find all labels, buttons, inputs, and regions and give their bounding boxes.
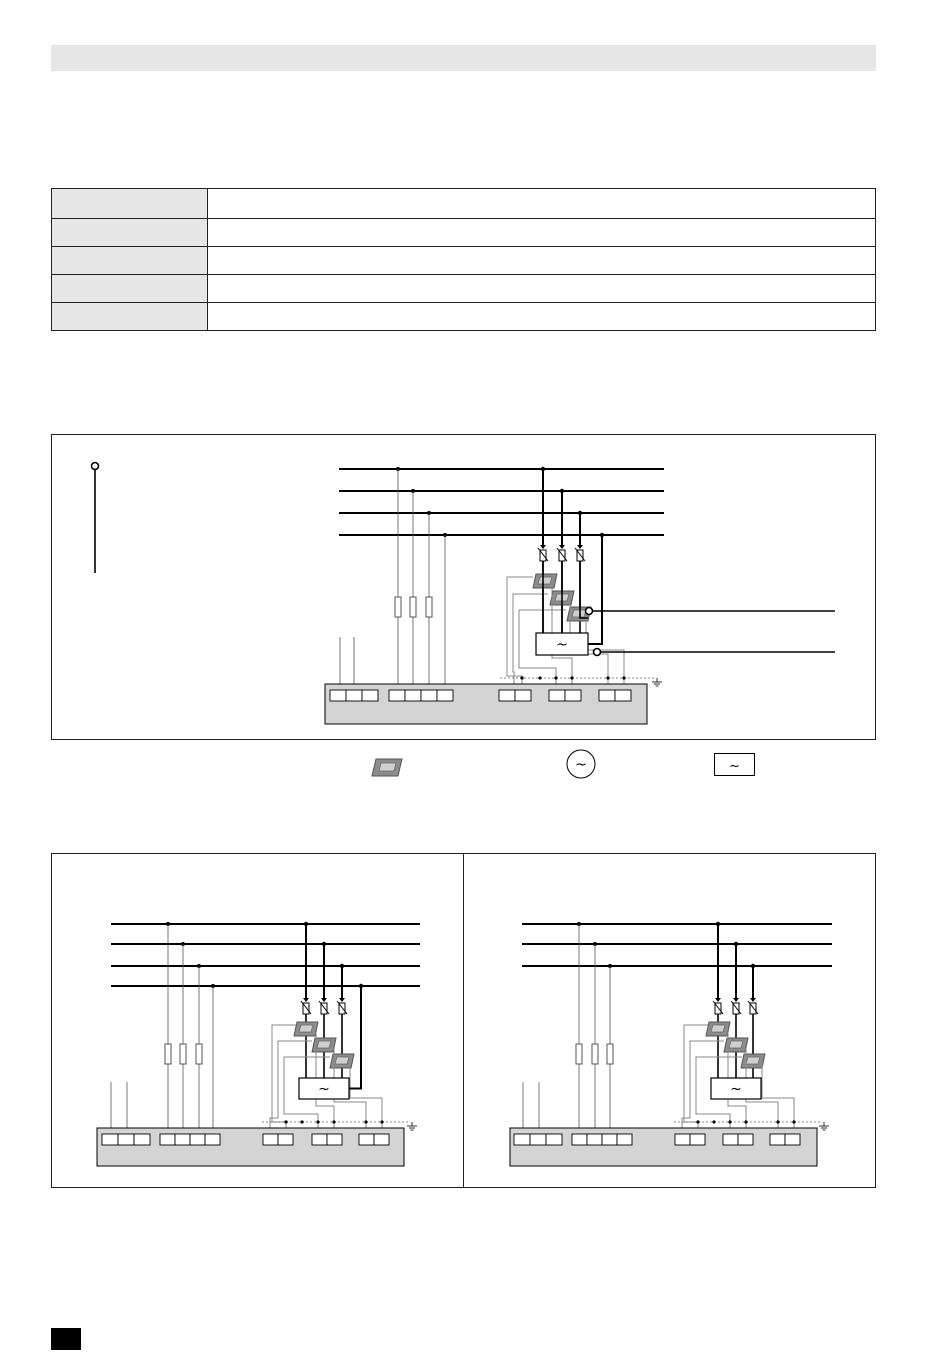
- terminal-cell: [359, 1134, 374, 1145]
- terminal-cell: [572, 1134, 587, 1145]
- neutral-wire: [349, 986, 361, 1089]
- terminal-cell: [374, 1134, 389, 1145]
- terminal-cell: [263, 1134, 278, 1145]
- ground-junction: [712, 1120, 715, 1123]
- voltage-fuse: [165, 1044, 171, 1064]
- ground-junction: [744, 1120, 747, 1123]
- arrow-head: [750, 998, 756, 1002]
- terminal-cell: [205, 1134, 220, 1145]
- page-number: [51, 1328, 81, 1350]
- terminal-cell: [602, 1134, 617, 1145]
- terminal-cell: [785, 1134, 800, 1145]
- voltage-fuse: [607, 1044, 613, 1064]
- ac-source-box-icon: [714, 753, 756, 784]
- current-transformer-icon: [370, 756, 404, 785]
- arrow-head: [321, 998, 327, 1002]
- terminal-cell: [175, 1134, 190, 1145]
- terminal-cell: [190, 1134, 205, 1145]
- terminal-cell: [278, 1134, 293, 1145]
- ground-junction: [332, 1120, 335, 1123]
- ground-junction: [364, 1120, 367, 1123]
- terminal-cell: [530, 1134, 546, 1145]
- ground-junction: [316, 1120, 319, 1123]
- legend-tilde-box: ~: [729, 759, 740, 774]
- ct-window: [299, 1025, 313, 1032]
- terminal-cell: [617, 1134, 632, 1145]
- terminal-cell: [102, 1134, 118, 1145]
- arrow-head: [715, 998, 721, 1002]
- ct-window: [317, 1041, 331, 1048]
- ground-junction: [300, 1120, 303, 1123]
- arrow-head: [339, 998, 345, 1002]
- ct-window: [711, 1025, 725, 1032]
- ground-junction: [380, 1120, 383, 1123]
- ct-window: [729, 1041, 743, 1048]
- terminal-cell: [160, 1134, 175, 1145]
- ct-window: [335, 1057, 349, 1064]
- ground-junction: [728, 1120, 731, 1123]
- terminal-cell: [134, 1134, 150, 1145]
- terminal-cell: [723, 1134, 738, 1145]
- ac-source-circle-icon: [566, 749, 598, 786]
- ground-junction: [792, 1120, 795, 1123]
- ground-junction: [284, 1120, 287, 1123]
- terminal-cell: [118, 1134, 134, 1145]
- voltage-fuse: [180, 1044, 186, 1064]
- legend-tilde-circle: ~: [575, 757, 587, 773]
- terminal-cell: [514, 1134, 530, 1145]
- terminal-cell: [546, 1134, 562, 1145]
- terminal-cell: [738, 1134, 753, 1145]
- ct-window: [746, 1057, 760, 1064]
- arrow-head: [303, 998, 309, 1002]
- terminal-cell: [327, 1134, 342, 1145]
- terminal-cell: [312, 1134, 327, 1145]
- voltage-fuse: [196, 1044, 202, 1064]
- voltage-fuse: [592, 1044, 598, 1064]
- tilde-label: ~: [556, 637, 568, 653]
- terminal-cell: [675, 1134, 690, 1145]
- terminal-cell: [587, 1134, 602, 1145]
- terminal-cell: [690, 1134, 705, 1145]
- tilde-label: ~: [318, 1081, 330, 1098]
- terminal-cell: [770, 1134, 785, 1145]
- arrow-head: [733, 998, 739, 1002]
- voltage-fuse: [576, 1044, 582, 1064]
- tilde-label: ~: [730, 1081, 742, 1098]
- ground-junction: [696, 1120, 699, 1123]
- ground-junction: [776, 1120, 779, 1123]
